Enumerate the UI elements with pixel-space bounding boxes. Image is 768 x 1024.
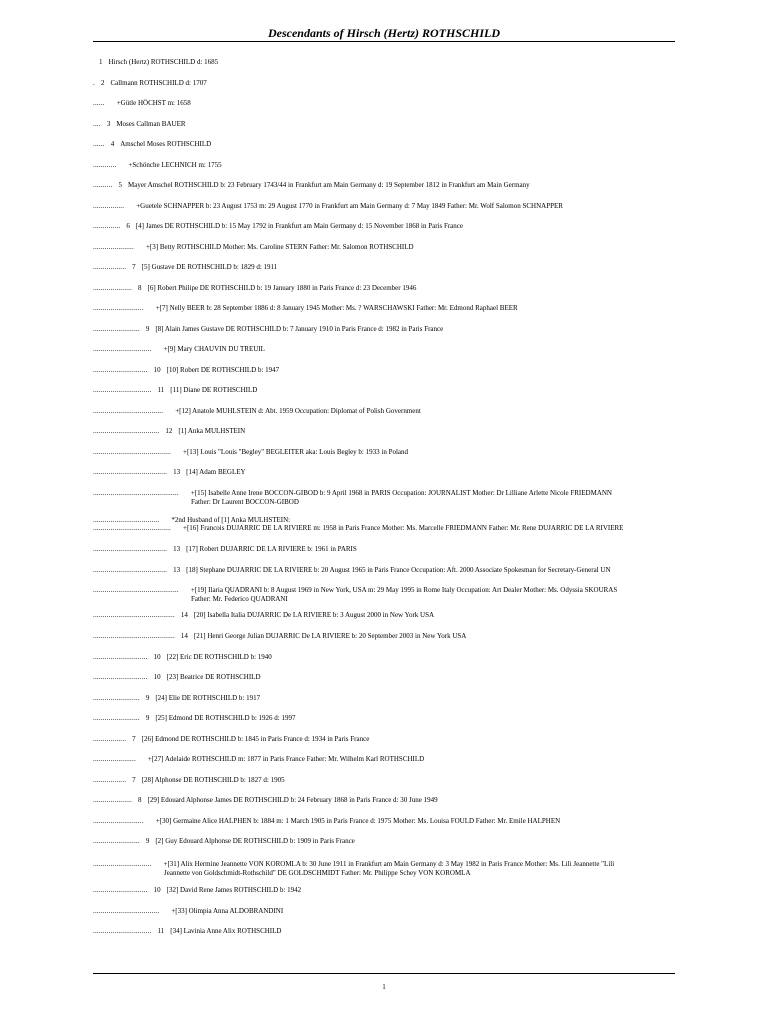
entry-text: [11] Diane DE ROTHSCHILD xyxy=(170,386,258,394)
entry-text: +[33] Olimpia Anna ALDOBRANDINI xyxy=(171,907,284,915)
indent-dots: ........................ xyxy=(93,837,140,845)
indent-dots: ................ xyxy=(93,202,125,210)
entry-text: [22] Eric DE ROTHSCHILD b: 1940 xyxy=(166,653,272,661)
descendant-entry xyxy=(93,860,683,878)
header-rule xyxy=(93,41,675,42)
indent-dots: .......................................... xyxy=(93,632,175,640)
generation-number: 13 xyxy=(173,566,181,574)
descendant-entry xyxy=(93,468,683,477)
descendant-entry xyxy=(93,427,683,436)
generation-number: 9 xyxy=(145,837,150,845)
entry-text: +[13] Louis "Louis "Begley" BEGLEITER aka: Louis Begley b: 1933 in Poland xyxy=(183,448,409,456)
descendant-entry xyxy=(93,776,683,785)
descendant-entry xyxy=(93,735,683,744)
descendant-entry xyxy=(93,545,683,554)
descendant-entry xyxy=(93,120,683,129)
indent-dots: ........................ xyxy=(93,325,140,333)
indent-dots: .............................. xyxy=(93,345,152,353)
descendant-entry xyxy=(93,181,683,190)
entry-text: [21] Henri George Julian DUJARRIC De LA RIVIERE b: 20 September 2003 in New York USA xyxy=(193,632,467,640)
descendant-entry xyxy=(93,161,683,170)
entry-text: [23] Beatrice DE ROTHSCHILD xyxy=(166,673,261,681)
indent-dots: ........................ xyxy=(93,714,140,722)
generation-number: 10 xyxy=(153,673,161,681)
indent-dots: ............................ xyxy=(93,673,148,681)
indent-dots: ........................................ xyxy=(93,448,171,456)
indent-dots: ...................... xyxy=(93,755,136,763)
generation-number: 3 xyxy=(106,120,111,128)
descendant-entry xyxy=(93,325,683,334)
entry-text: +[31] Alix Hermine Jeannette VON KOROMLA b: 30 June 1911 in Frankfurt am Main Germany d: 3 May 1982 in Paris France Mother: Ms. Lili Jeannette "Lili xyxy=(163,860,615,868)
entry-text: +[30] Germaine Alice HALPHEN b: 1884 m: 1 March 1905 in Paris France d: 1975 Mother: Ms. Louisa FOULD Father: Mr. Emile HALPHEN xyxy=(155,817,561,825)
entry-text: [25] Edmond DE ROTHSCHILD b: 1926 d: 1997 xyxy=(155,714,296,722)
descendant-entry xyxy=(93,714,683,723)
indent-dots: .................................. xyxy=(93,516,160,524)
entry-text: [32] David Rene James ROTHSCHILD b: 1942 xyxy=(166,886,302,894)
descendant-entry xyxy=(93,263,683,272)
indent-dots: .......................... xyxy=(93,817,144,825)
generation-number: 14 xyxy=(180,611,188,619)
entry-text: Callmann ROTHSCHILD d: 1707 xyxy=(110,79,207,87)
descendant-entry xyxy=(93,489,683,507)
indent-dots: .............................. xyxy=(93,860,152,868)
entry-text: Hirsch (Hertz) ROTHSCHILD d: 1685 xyxy=(108,58,219,66)
indent-dots: .......... xyxy=(93,181,113,189)
descendant-entry xyxy=(93,99,683,108)
entry-text: [20] Isabella Italia DUJARRIC De LA RIVIERE b: 3 August 2000 in New York USA xyxy=(193,611,435,619)
indent-dots: ...................................... xyxy=(93,566,168,574)
descendant-entry xyxy=(93,837,683,846)
entry-text: [5] Gustave DE ROTHSCHILD b: 1829 d: 1911 xyxy=(141,263,278,271)
entry-text: *2nd Husband of [1] Anka MULHSTEIN: xyxy=(171,516,291,524)
entry-text: [18] Stephane DUJARRIC DE LA RIVIERE b: 20 August 1965 in Paris France Occupation: Aft. 2000 Associate Spokesman for Secretary-General UN xyxy=(186,566,611,574)
indent-dots: ................. xyxy=(93,776,127,784)
entry-text: [4] James DE ROTHSCHILD b: 15 May 1792 in Frankfurt am Main Germany d: 15 November 1868 in Paris France xyxy=(135,222,464,230)
descendant-entry xyxy=(93,755,683,764)
entry-text: +Schönche LECHNICH m: 1755 xyxy=(128,161,222,169)
generation-number: 14 xyxy=(180,632,188,640)
entry-text: +[3] Betty ROTHSCHILD Mother: Ms. Caroline STERN Father: Mr. Salomon ROTHSCHILD xyxy=(145,243,414,251)
entry-text: +Gütle HÖCHST m: 1658 xyxy=(116,99,191,107)
generation-number: 11 xyxy=(157,927,165,935)
entry-text: +[16] Francois DUJARRIC DE LA RIVIERE m: 1958 in Paris France Mother: Ms. Marcelle FRIEDMANN Father: Mr. Rene DUJARRIC DE LA RIVIERE xyxy=(183,524,624,532)
indent-dots: ............................................ xyxy=(93,586,179,594)
generation-number: 12 xyxy=(165,427,173,435)
generation-number: 7 xyxy=(132,263,136,271)
indent-dots: ............................ xyxy=(93,653,148,661)
generation-number: 8 xyxy=(138,284,142,292)
entry-text: +[9] Mary CHAUVIN DU TREUIL xyxy=(163,345,265,353)
generation-number: 7 xyxy=(132,776,136,784)
document-title: Descendants of Hirsch (Hertz) ROTHSCHILD xyxy=(267,26,500,40)
descendant-entry xyxy=(93,653,683,662)
entry-text: [10] Robert DE ROTHSCHILD b: 1947 xyxy=(166,366,280,374)
generation-number: 9 xyxy=(145,714,150,722)
indent-dots: ................. xyxy=(93,735,127,743)
entry-text: +[19] Ilaria QUADRANI b: 8 August 1969 in New York, USA m: 29 May 1995 in Rome Italy Occupation: Art Dealer Mother: Ms. Odyssia SKOURAS xyxy=(190,586,618,594)
entry-text: [24] Elie DE ROTHSCHILD b: 1917 xyxy=(155,694,261,702)
entry-text: [28] Alphonse DE ROTHSCHILD b: 1827 d: 1905 xyxy=(141,776,285,784)
descendant-entry xyxy=(93,907,683,916)
descendant-entry xyxy=(93,694,683,703)
descendant-entry xyxy=(93,79,683,88)
descendant-entry xyxy=(93,407,683,416)
descendant-entry xyxy=(93,886,683,895)
generation-number: 13 xyxy=(173,468,181,476)
descendant-entry xyxy=(93,386,683,395)
descendant-entry xyxy=(93,448,683,457)
indent-dots: ..................... xyxy=(93,243,134,251)
entry-text: [2] Guy Edouard Alphonse DE ROTHSCHILD b: 1909 in Paris France xyxy=(155,837,355,845)
indent-dots: ...... xyxy=(93,99,105,107)
entry-text: +[12] Anatole MUHLSTEIN d: Abt. 1959 Occupation: Diplomat of Polish Government xyxy=(175,407,421,415)
indent-dots: .............................. xyxy=(93,386,152,394)
generation-number: 2 xyxy=(100,79,105,87)
indent-dots: ...................................... xyxy=(93,468,168,476)
indent-dots: ............................ xyxy=(93,886,148,894)
indent-dots: ........................ xyxy=(93,694,140,702)
generation-number: 9 xyxy=(145,694,150,702)
indent-dots: .................... xyxy=(93,284,132,292)
entry-text: Moses Callman BAUER xyxy=(116,120,186,128)
generation-number: 6 xyxy=(126,222,130,230)
generation-number: 5 xyxy=(118,181,122,189)
descendant-entry xyxy=(93,927,683,936)
entry-text: [8] Alain James Gustave DE ROTHSCHILD b: 7 January 1910 in Paris France d: 1982 in Paris France xyxy=(155,325,444,333)
indent-dots: . xyxy=(93,79,95,87)
descendant-entry xyxy=(93,632,683,641)
indent-dots: ............................ xyxy=(93,366,148,374)
indent-dots: .................... xyxy=(93,796,132,804)
indent-dots: .................................. xyxy=(93,907,160,915)
indent-dots: ...................................... xyxy=(93,545,168,553)
indent-dots: .................................... xyxy=(93,407,164,415)
generation-number: 10 xyxy=(153,366,161,374)
entry-text: +[15] Isabelle Anne Irene BOCCON-GIBOD b: 9 April 1968 in PARIS Occupation: JOURNALIST Mother: Dr Lilliane Arlette Nicole FRIEDMANN xyxy=(190,489,612,497)
entry-continuation: Father: Mr. Federico QUADRANI xyxy=(191,595,288,603)
entry-continuation: Father: Dr Laurent BOCCON-GIBOD xyxy=(191,498,299,506)
entry-text: [29] Edouard Alphonse James DE ROTHSCHILD b: 24 February 1868 in Paris France d: 30 June 1949 xyxy=(147,796,438,804)
entry-text: [6] Robert Philipe DE ROTHSCHILD b: 19 January 1880 in Paris France d: 23 December 1946 xyxy=(147,284,417,292)
descendant-entry xyxy=(93,566,683,575)
descendant-entry xyxy=(93,243,683,252)
descendant-entry xyxy=(93,284,683,293)
descendant-entry xyxy=(93,817,683,826)
entry-text: Mayer Amschel ROTHSCHILD b: 23 February 1743/44 in Frankfurt am Main Germany d: 19 September 1812 in Frankfurt am Main Germany xyxy=(128,181,530,189)
entry-text: +[27] Adelaide ROTHSCHILD m: 1877 in Paris France Father: Mr. Wilhelm Karl ROTHSCHILD xyxy=(147,755,425,763)
descendant-entry xyxy=(93,366,683,375)
indent-dots: .............................. xyxy=(93,927,152,935)
generation-number: 11 xyxy=(157,386,165,394)
indent-dots: ............................................ xyxy=(93,489,179,497)
descendant-entry xyxy=(93,345,683,354)
indent-dots: .......................................... xyxy=(93,611,175,619)
entry-text: [34] Lavinia Anne Alix ROTHSCHILD xyxy=(170,927,282,935)
entry-text: [1] Anka MULHSTEIN xyxy=(178,427,246,435)
entry-continuation: Jeannette von Goldschmidt-Rothschild" DE GOLDSCHMIDT Father: Mr. Philippe Schey VON KOROMLA xyxy=(164,869,471,877)
indent-dots: .... xyxy=(93,120,101,128)
indent-dots: ............ xyxy=(93,161,117,169)
descendant-entry xyxy=(93,140,683,149)
descendant-entry xyxy=(93,673,683,682)
descendant-entry xyxy=(93,524,683,533)
generation-number: 10 xyxy=(153,886,161,894)
descendant-entry xyxy=(93,586,683,604)
indent-dots: .............. xyxy=(93,222,121,230)
descendant-entry xyxy=(93,58,683,67)
descendant-entry xyxy=(93,304,683,313)
generation-number: 9 xyxy=(145,325,150,333)
entry-text: [17] Robert DUJARRIC DE LA RIVIERE b: 1961 in PARIS xyxy=(186,545,357,553)
page-number: 1 xyxy=(382,983,386,991)
generation-number: 4 xyxy=(110,140,115,148)
descendant-entry xyxy=(93,222,683,231)
descendant-entry xyxy=(93,611,683,620)
indent-dots: ................. xyxy=(93,263,127,271)
descendant-entry xyxy=(93,796,683,805)
indent-dots: ...... xyxy=(93,140,105,148)
generation-number: 10 xyxy=(153,653,161,661)
indent-dots: ........................................ xyxy=(93,524,171,532)
generation-number: 1 xyxy=(99,58,103,66)
entry-text: [26] Edmond DE ROTHSCHILD b: 1845 in Paris France d: 1934 in Paris France xyxy=(141,735,370,743)
entry-text: Amschel Moses ROTHSCHILD xyxy=(120,140,212,148)
entry-text: [14] Adam BEGLEY xyxy=(186,468,246,476)
indent-dots: .................................. xyxy=(93,427,160,435)
generation-number: 7 xyxy=(132,735,136,743)
footer-rule xyxy=(93,973,675,974)
entry-text: +Guetele SCHNAPPER b: 23 August 1753 m: 29 August 1770 in Frankfurt am Main Germany d: 7 May 1849 Father: Mr. Wolf Salomon SCHNAPPER xyxy=(136,202,563,210)
generation-number: 13 xyxy=(173,545,181,553)
descendant-entry xyxy=(93,202,683,211)
entry-text: +[7] Nelly BEER b: 28 September 1886 d: 8 January 1945 Mother: Ms. ? WARSCHAWSKI Father: Mr. Edmond Raphael BEER xyxy=(155,304,518,312)
generation-number: 8 xyxy=(138,796,142,804)
indent-dots: .......................... xyxy=(93,304,144,312)
